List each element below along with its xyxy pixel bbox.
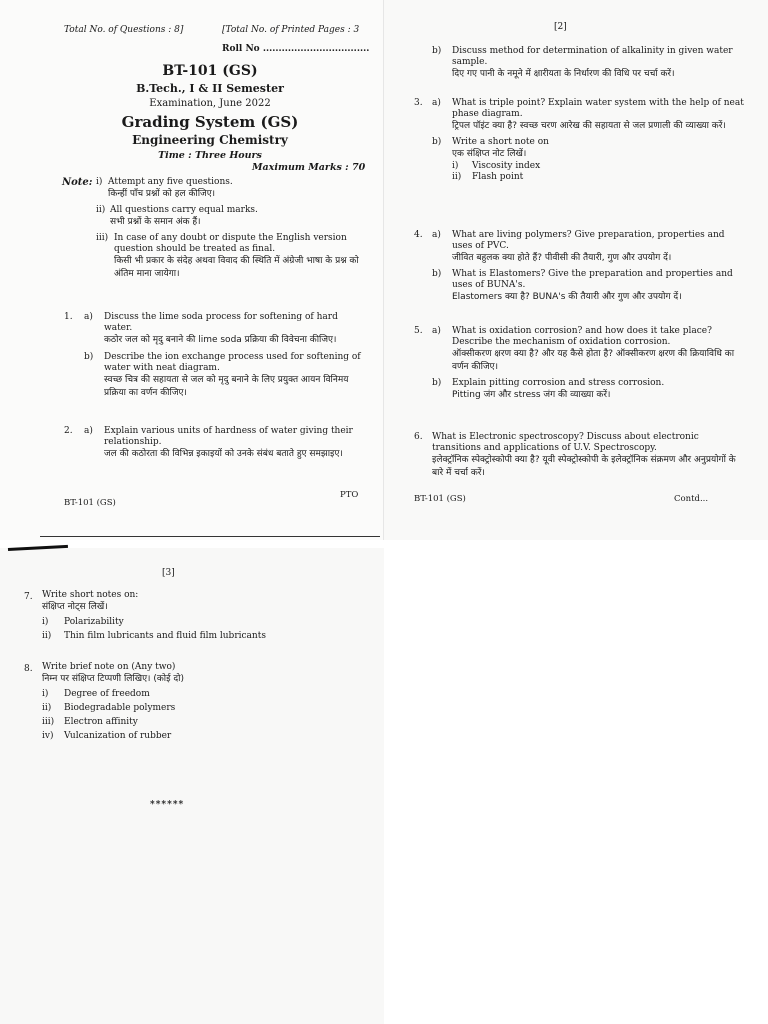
list-item: ii) Thin film lubricants and fluid film lubricants xyxy=(42,631,266,641)
total-questions: Total No. of Questions : 8] xyxy=(64,25,184,35)
note-item: i) Attempt any five questions. किन्हीं पाँच प्रश्नों को हल कीजिए। xyxy=(96,177,233,199)
question-1: 1. a) Discuss the lime soda process for softening of hard water. कठोर जल को मृदु बनाने की lime soda प्रक्रिया की विवेचना कीजिए। b) Describe the ion exchange process used for softening of water with neat diagram. स्वच्छ चित्र की सहायता से जल को मृदु बनाने के लिए प्रयुक्त आयन विनिमय प्रक्रिया का वर्णन कीजिए। xyxy=(64,312,361,398)
page-number: [2] xyxy=(554,22,567,32)
list-item: ii) Biodegradable polymers xyxy=(42,703,176,713)
question-3: 3. a) What is triple point? Explain water system with the help of neat phase diagram. ट्रिपल पॉइंट क्या है? स्वच्छ चरण आरेख की सहायता से जल प्रणाली की व्याख्या करें। b) Write a short note on एक संक्षिप्त नोट लिखें। i) Viscosity index ii) Flash point xyxy=(414,98,744,182)
question-2b: b) Discuss method for determination of alkalinity in given water sample. दिए गए पानी के नमूने में क्षारीयता के निर्धारण की विधि पर चर्चा करें। xyxy=(432,46,733,79)
list-item: iii) Electron affinity xyxy=(42,717,138,727)
page-number: [3] xyxy=(162,568,175,578)
end-mark: ****** xyxy=(150,800,185,810)
page-1 xyxy=(0,0,384,540)
duration: Time : Three Hours xyxy=(158,150,262,161)
list-item: i) Polarizability xyxy=(42,617,124,627)
list-item: iv) Vulcanization of rubber xyxy=(42,731,172,741)
footer-code: BT-101 (GS) xyxy=(414,494,466,504)
grading-system: Grading System (GS) xyxy=(121,113,299,131)
page-divider xyxy=(40,536,380,537)
total-pages: [Total No. of Printed Pages : 3 xyxy=(222,25,360,35)
question-2: 2. a) Explain various units of hardness of water giving their relationship. जल की कठोरता की विभिन्न इकाइयों को उनके संबंध बताते हुए समझाइए। xyxy=(64,426,353,459)
note-label: Note: xyxy=(62,177,93,188)
footer-pto: PTO xyxy=(340,490,359,500)
question-4: 4. a) What are living polymers? Give preparation, properties and uses of PVC. जीवित बहुलक क्या होते हैं? पीवीसी की तैयारी, गुण और उपयोग दें। b) What is Elastomers? Give the preparation and properties and uses of BUNA's. Elastomers क्या है? BUNA's की तैयारी और गुण और उपयोग दें। xyxy=(414,230,733,302)
roll-no: Roll No .................................. xyxy=(222,44,370,54)
notes xyxy=(96,177,366,281)
note-item: iii) In case of any doubt or dispute the English version question should be treated as final. किसी भी प्रकार के संदेह अथवा विवाद की स्थिति में अंग्रेजी भाषा के प्रश्न को अंतिम माना जायेगा। xyxy=(96,233,359,279)
exam-session: Examination, June 2022 xyxy=(149,98,271,109)
note-item: ii) All questions carry equal marks. सभी प्रश्नों के समान अंक हैं। xyxy=(96,205,258,227)
question-7: 7. Write short notes on: संक्षिप्त नोट्स लिखें। i) Polarizability ii) Thin film lubricants and fluid film lubricants xyxy=(24,590,364,642)
course-name: B.Tech., I & II Semester xyxy=(136,82,284,95)
page-2 xyxy=(384,0,768,540)
page-3 xyxy=(0,548,384,1024)
list-item: i) Viscosity index xyxy=(452,161,541,171)
question-6: 6. What is Electronic spectroscopy? Discuss about electronic transitions and applications of U.V. Spectroscopy. इलेक्ट्रॉनिक स्पेक्ट्रोस्कोपी क्या है? यूवी स्पेक्ट्रोस्कोपी के इलेक्ट्रॉनिक संक्रमण और अनुप्रयोगों के बारे में चर्चा करें। xyxy=(414,432,736,478)
course-code: BT-101 (GS) xyxy=(162,63,258,79)
subject: Engineering Chemistry xyxy=(132,133,288,147)
question-5: 5. a) What is oxidation corrosion? and how does it take place? Describe the mechanism of oxidation corrosion. ऑक्सीकरण क्षरण क्या है? और यह कैसे होता है? ऑक्सीकरण क्षरण की क्रियाविधि का वर्णन कीजिए। b) Explain pitting corrosion and stress corrosion. Pitting जंग और stress जंग की व्याख्या करें। xyxy=(414,326,735,400)
list-item: ii) Flash point xyxy=(452,172,524,182)
max-marks: Maximum Marks : 70 xyxy=(252,162,366,173)
question-8: 8. Write brief note on (Any two) निम्न पर संक्षिप्त टिप्पणी लिखिए। (कोई दो) i) Degree of freedom ii) Biodegradable polymers iii) Electron affinity iv) Vulcanization of rubber xyxy=(24,662,364,742)
footer-contd: Contd... xyxy=(674,494,709,504)
footer-code: BT-101 (GS) xyxy=(64,498,116,508)
list-item: i) Degree of freedom xyxy=(42,689,150,699)
